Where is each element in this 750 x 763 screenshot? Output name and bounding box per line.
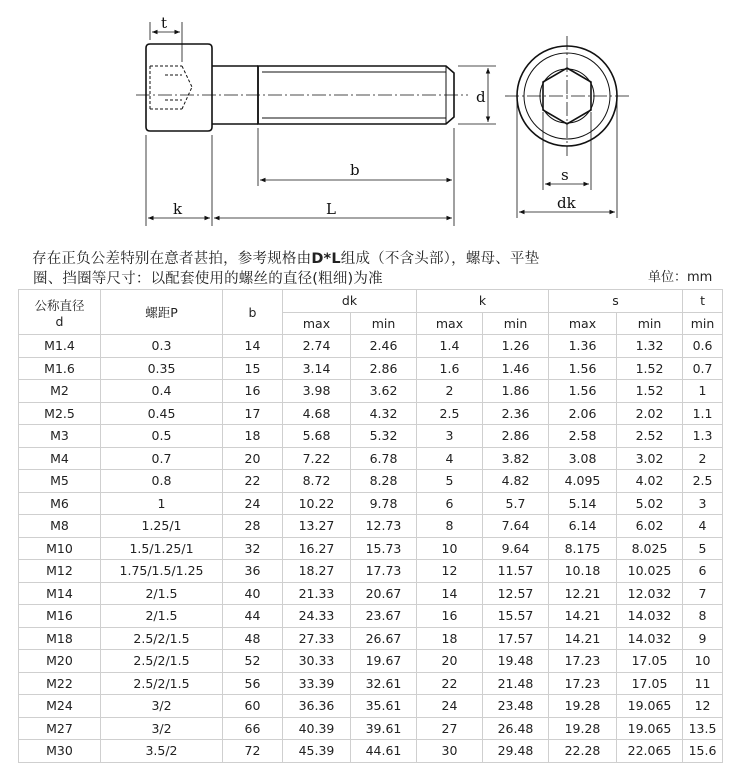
table-cell: 19.28 <box>549 695 617 718</box>
col-header-t: t <box>683 290 723 313</box>
table-cell: 12 <box>683 695 723 718</box>
table-cell: 26.67 <box>351 627 417 650</box>
note-line-1 <box>32 247 539 268</box>
table-cell: M1.4 <box>19 335 101 358</box>
table-cell: 16 <box>417 605 483 628</box>
table-cell: 40.39 <box>283 717 351 740</box>
table-cell: 1.26 <box>483 335 549 358</box>
table-row <box>19 650 723 673</box>
col-header-b: b <box>223 290 283 335</box>
table-cell: 19.065 <box>617 717 683 740</box>
table-cell: 19.48 <box>483 650 549 673</box>
table-cell: 1.75/1.5/1.25 <box>101 560 223 583</box>
table-cell: 5 <box>417 470 483 493</box>
table-row <box>19 470 723 493</box>
table-cell: 48 <box>223 627 283 650</box>
table-cell: 0.7 <box>101 447 223 470</box>
table-cell: 7.22 <box>283 447 351 470</box>
col-header-k-min: min <box>483 312 549 335</box>
table-cell: 12.032 <box>617 582 683 605</box>
table-cell: 1.52 <box>617 380 683 403</box>
note-text-bold: D*L <box>311 251 341 267</box>
table-cell: 2.36 <box>483 402 549 425</box>
table-cell: 5.02 <box>617 492 683 515</box>
table-cell: 8.28 <box>351 470 417 493</box>
label-k: k <box>173 200 183 218</box>
table-cell: 24 <box>223 492 283 515</box>
table-cell: 22 <box>223 470 283 493</box>
table-cell: 19.065 <box>617 695 683 718</box>
table-cell: 36 <box>223 560 283 583</box>
col-header-dk: dk <box>283 290 417 313</box>
table-cell: 21.33 <box>283 582 351 605</box>
table-cell: 22 <box>417 672 483 695</box>
table-cell: 8 <box>683 605 723 628</box>
table-cell: 12 <box>417 560 483 583</box>
label-dk: dk <box>557 194 576 212</box>
table-cell: M5 <box>19 470 101 493</box>
table-cell: 24 <box>417 695 483 718</box>
table-cell: 14.032 <box>617 605 683 628</box>
table-cell: 21.48 <box>483 672 549 695</box>
note-line-2: 圈、挡圈等尺寸：以配套使用的螺丝的直径(粗细)为准 <box>33 271 383 287</box>
table-cell: 8.025 <box>617 537 683 560</box>
table-cell: 1.5/1.25/1 <box>101 537 223 560</box>
table-row <box>19 582 723 605</box>
table-cell: M10 <box>19 537 101 560</box>
table-cell: 6 <box>683 560 723 583</box>
table-cell: 4 <box>683 515 723 538</box>
table-row <box>19 627 723 650</box>
table-cell: 1.36 <box>549 335 617 358</box>
col-header-s-max: max <box>549 312 617 335</box>
table-cell: M4 <box>19 447 101 470</box>
table-cell: M18 <box>19 627 101 650</box>
table-cell: 1.1 <box>683 402 723 425</box>
table-cell: 2/1.5 <box>101 605 223 628</box>
table-cell: 18.27 <box>283 560 351 583</box>
table-cell: 9.78 <box>351 492 417 515</box>
table-row <box>19 492 723 515</box>
table-row <box>19 335 723 358</box>
bolt-side-view <box>146 44 454 131</box>
table-cell: 2.46 <box>351 335 417 358</box>
table-cell: 0.45 <box>101 402 223 425</box>
table-cell: 30 <box>417 740 483 763</box>
table-cell: 11.57 <box>483 560 549 583</box>
table-cell: 3 <box>683 492 723 515</box>
table-row <box>19 537 723 560</box>
table-row <box>19 695 723 718</box>
table-cell: 5.32 <box>351 425 417 448</box>
table-cell: 8.175 <box>549 537 617 560</box>
table-cell: M8 <box>19 515 101 538</box>
table-cell: 3.08 <box>549 447 617 470</box>
table-cell: 29.48 <box>483 740 549 763</box>
table-cell: 18 <box>223 425 283 448</box>
table-cell: 22.065 <box>617 740 683 763</box>
col-header-dk-min: min <box>351 312 417 335</box>
table-cell: 36.36 <box>283 695 351 718</box>
col-header-diameter-symbol: d <box>55 313 64 329</box>
table-row <box>19 515 723 538</box>
table-cell: M16 <box>19 605 101 628</box>
table-cell: 14.21 <box>549 627 617 650</box>
table-cell: 2.52 <box>617 425 683 448</box>
table-cell: 13.27 <box>283 515 351 538</box>
table-cell: 17.73 <box>351 560 417 583</box>
table-cell: 1.86 <box>483 380 549 403</box>
table-cell: 1 <box>101 492 223 515</box>
table-cell: M22 <box>19 672 101 695</box>
table-cell: 8.72 <box>283 470 351 493</box>
table-cell: 2.5/2/1.5 <box>101 627 223 650</box>
table-row <box>19 425 723 448</box>
table-cell: 12.73 <box>351 515 417 538</box>
label-L: L <box>326 200 336 218</box>
table-cell: 0.3 <box>101 335 223 358</box>
table-cell: 15.57 <box>483 605 549 628</box>
table-cell: 2.58 <box>549 425 617 448</box>
table-cell: 2.02 <box>617 402 683 425</box>
table-cell: 26.48 <box>483 717 549 740</box>
table-cell: 1 <box>683 380 723 403</box>
table-cell: 1.25/1 <box>101 515 223 538</box>
table-cell: M1.6 <box>19 357 101 380</box>
table-cell: 2.5 <box>417 402 483 425</box>
table-cell: 2 <box>683 447 723 470</box>
table-cell: 14.21 <box>549 605 617 628</box>
table-cell: 7 <box>683 582 723 605</box>
table-cell: 1.56 <box>549 380 617 403</box>
table-row <box>19 357 723 380</box>
table-cell: 5 <box>683 537 723 560</box>
table-cell: 27.33 <box>283 627 351 650</box>
table-cell: 39.61 <box>351 717 417 740</box>
table-cell: 3/2 <box>101 717 223 740</box>
label-d: d <box>476 88 486 106</box>
table-cell: 14 <box>223 335 283 358</box>
label-s: s <box>561 166 569 184</box>
table-cell: 3.62 <box>351 380 417 403</box>
table-cell: 0.4 <box>101 380 223 403</box>
table-cell: 27 <box>417 717 483 740</box>
table-cell: 1.6 <box>417 357 483 380</box>
col-header-k: k <box>417 290 549 313</box>
table-cell: 2.86 <box>483 425 549 448</box>
table-cell: 1.56 <box>549 357 617 380</box>
table-cell: 17.23 <box>549 650 617 673</box>
table-cell: 2 <box>417 380 483 403</box>
table-cell: 20 <box>417 650 483 673</box>
table-body <box>19 335 723 763</box>
table-cell: 32.61 <box>351 672 417 695</box>
table-cell: 3.14 <box>283 357 351 380</box>
table-cell: 19.28 <box>549 717 617 740</box>
table-cell: 11 <box>683 672 723 695</box>
table-cell: 17.57 <box>483 627 549 650</box>
table-cell: 2.5 <box>683 470 723 493</box>
table-cell: 28 <box>223 515 283 538</box>
table-cell: 0.35 <box>101 357 223 380</box>
table-cell: 20.67 <box>351 582 417 605</box>
table-cell: 16 <box>223 380 283 403</box>
table-cell: M14 <box>19 582 101 605</box>
col-header-s: s <box>549 290 683 313</box>
table-cell: 10.18 <box>549 560 617 583</box>
col-header-t-min: min <box>683 312 723 335</box>
table-cell: 15 <box>223 357 283 380</box>
table-cell: 23.67 <box>351 605 417 628</box>
table-cell: 6.02 <box>617 515 683 538</box>
col-header-k-max: max <box>417 312 483 335</box>
table-cell: 10.22 <box>283 492 351 515</box>
table-cell: 40 <box>223 582 283 605</box>
table-cell: 0.8 <box>101 470 223 493</box>
table-cell: 32 <box>223 537 283 560</box>
table-cell: M6 <box>19 492 101 515</box>
table-cell: 24.33 <box>283 605 351 628</box>
table-cell: M12 <box>19 560 101 583</box>
table-cell: 2.06 <box>549 402 617 425</box>
table-cell: 4.68 <box>283 402 351 425</box>
table-cell: 0.6 <box>683 335 723 358</box>
table-row <box>19 740 723 763</box>
bolt-end-view <box>505 36 629 218</box>
unit-label: 单位：mm <box>648 270 713 285</box>
table-cell: 9 <box>683 627 723 650</box>
table-cell: 0.7 <box>683 357 723 380</box>
table-cell: 15.73 <box>351 537 417 560</box>
table-cell: 14.032 <box>617 627 683 650</box>
table-cell: 2.5/2/1.5 <box>101 650 223 673</box>
table-row <box>19 402 723 425</box>
table-cell: M2.5 <box>19 402 101 425</box>
table-cell: 0.5 <box>101 425 223 448</box>
note-text-b: 组成（不含头部），螺母、平垫 <box>340 251 540 267</box>
table-cell: 23.48 <box>483 695 549 718</box>
label-t: t <box>161 14 168 32</box>
table-cell: 17 <box>223 402 283 425</box>
bolt-technical-drawing <box>0 0 750 240</box>
table-cell: 20 <box>223 447 283 470</box>
table-cell: 6.14 <box>549 515 617 538</box>
table-cell: 10 <box>683 650 723 673</box>
table-cell: 2.74 <box>283 335 351 358</box>
col-header-diameter <box>19 290 101 335</box>
table-cell: 3 <box>417 425 483 448</box>
table-cell: M2 <box>19 380 101 403</box>
note-text-a: 存在正负公差特别在意者甚拍，参考规格由 <box>32 251 312 267</box>
table-cell: 60 <box>223 695 283 718</box>
table-cell: 33.39 <box>283 672 351 695</box>
table-row <box>19 560 723 583</box>
table-cell: 10 <box>417 537 483 560</box>
table-cell: 2/1.5 <box>101 582 223 605</box>
table-cell: 16.27 <box>283 537 351 560</box>
table-cell: 19.67 <box>351 650 417 673</box>
table-cell: M3 <box>19 425 101 448</box>
table-cell: 10.025 <box>617 560 683 583</box>
table-cell: 3.82 <box>483 447 549 470</box>
table-cell: 7.64 <box>483 515 549 538</box>
table-cell: M27 <box>19 717 101 740</box>
label-b: b <box>350 161 360 179</box>
table-cell: 8 <box>417 515 483 538</box>
table-cell: 14 <box>417 582 483 605</box>
table-row <box>19 447 723 470</box>
table-cell: 3.98 <box>283 380 351 403</box>
col-header-s-min: min <box>617 312 683 335</box>
table-cell: 17.23 <box>549 672 617 695</box>
table-cell: M30 <box>19 740 101 763</box>
table-cell: 45.39 <box>283 740 351 763</box>
table-cell: 4.82 <box>483 470 549 493</box>
table-cell: 30.33 <box>283 650 351 673</box>
table-cell: 56 <box>223 672 283 695</box>
table-cell: 1.52 <box>617 357 683 380</box>
table-cell: 2.5/2/1.5 <box>101 672 223 695</box>
table-cell: M24 <box>19 695 101 718</box>
table-cell: 17.05 <box>617 650 683 673</box>
table-cell: 17.05 <box>617 672 683 695</box>
table-cell: 1.46 <box>483 357 549 380</box>
table-cell: 52 <box>223 650 283 673</box>
table-cell: 44.61 <box>351 740 417 763</box>
table-cell: 6 <box>417 492 483 515</box>
col-header-pitch: 螺距P <box>101 290 223 335</box>
table-cell: 3.5/2 <box>101 740 223 763</box>
col-header-diameter-label: 公称直径 <box>34 297 85 313</box>
table-cell: 3.02 <box>617 447 683 470</box>
table-cell: 4.02 <box>617 470 683 493</box>
table-cell: 5.7 <box>483 492 549 515</box>
table-cell: 66 <box>223 717 283 740</box>
table-cell: 5.68 <box>283 425 351 448</box>
table-cell: 72 <box>223 740 283 763</box>
table-cell: 15.6 <box>683 740 723 763</box>
table-cell: 4.32 <box>351 402 417 425</box>
table-cell: 9.64 <box>483 537 549 560</box>
table-cell: 12.21 <box>549 582 617 605</box>
table-cell: 12.57 <box>483 582 549 605</box>
table-cell: 35.61 <box>351 695 417 718</box>
table-cell: 3/2 <box>101 695 223 718</box>
table-cell: 2.86 <box>351 357 417 380</box>
col-header-dk-max: max <box>283 312 351 335</box>
table-cell: 5.14 <box>549 492 617 515</box>
table-cell: 1.4 <box>417 335 483 358</box>
table-row <box>19 380 723 403</box>
table-cell: 1.32 <box>617 335 683 358</box>
table-row <box>19 672 723 695</box>
table-cell: 13.5 <box>683 717 723 740</box>
bolt-spec-table <box>18 289 723 763</box>
table-row <box>19 605 723 628</box>
table-cell: 4.095 <box>549 470 617 493</box>
table-cell: 1.3 <box>683 425 723 448</box>
table-row <box>19 717 723 740</box>
table-cell: 18 <box>417 627 483 650</box>
table-cell: 44 <box>223 605 283 628</box>
table-cell: 4 <box>417 447 483 470</box>
table-cell: 6.78 <box>351 447 417 470</box>
table-cell: M20 <box>19 650 101 673</box>
table-cell: 22.28 <box>549 740 617 763</box>
